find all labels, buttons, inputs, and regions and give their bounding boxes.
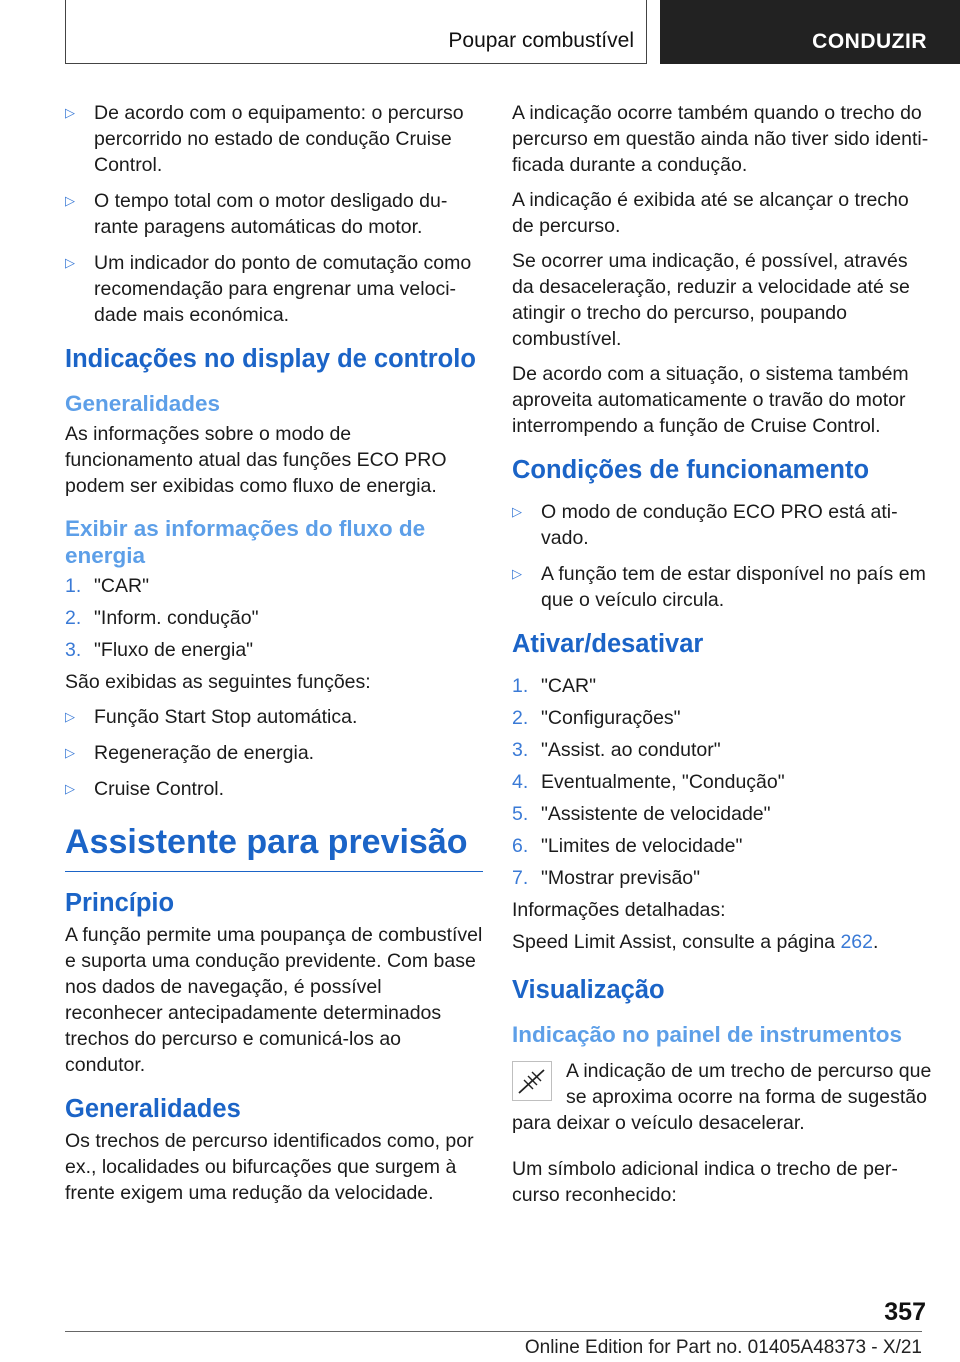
heading-generalidades: Generalidades — [65, 391, 221, 416]
paragraph: São exibidas as seguintes funções: — [65, 671, 371, 693]
paragraph: Se ocorrer uma indicação, é possível, através da desaceleração, reduzir a velocidade até se atingir o trecho do percurso, poupando combustível. — [512, 250, 910, 350]
step-item: 1. "CAR" — [65, 575, 150, 597]
heading-fluxo: Exibir as informações do fluxo de energia — [65, 516, 426, 568]
left-column — [65, 100, 483, 1215]
heading-visualizacao: Visualização — [512, 976, 665, 1004]
step-item: 2. "Configurações" — [512, 707, 681, 729]
triangle-bullet-icon: ▷ — [65, 255, 75, 270]
heading-ativar: Ativar/desativar — [512, 630, 704, 658]
paragraph: De acordo com a situação, o sistema também aproveita automaticamente o travão do motor interrompendo a função de Cruise Control. — [512, 363, 909, 437]
list-item: ▷ Função Start Stop automática. — [65, 706, 358, 728]
list-item: ▷ Regeneração de energia. — [65, 742, 315, 764]
heading-condicoes: Condições de funcionamento — [512, 456, 870, 484]
triangle-bullet-icon: ▷ — [512, 504, 522, 519]
step-item: 4. Eventualmente, "Condução" — [512, 771, 785, 793]
list-item: ▷ O modo de condução ECO PRO está ativado. — [512, 501, 898, 549]
paragraph: A indicação é exibida até se alcançar o trecho de percurso. — [512, 189, 909, 237]
header-chapter-title: CONDUZIR — [812, 30, 927, 53]
triangle-bullet-icon: ▷ — [65, 745, 75, 760]
paragraph: A indicação ocorre também quando o trecho do percurso em questão ainda não tiver sido identificada durante a condução. — [512, 102, 929, 176]
header-section-title: Poupar combustível — [448, 29, 634, 52]
header-chapter-tab — [660, 0, 960, 64]
heading-indicacao: Indicação no painel de instrumentos — [512, 1022, 903, 1047]
paragraph: Os trechos de percurso identificados como, por ex., localidades ou bifurcações que surgem à frente exigem uma redução da velocidade. — [65, 1130, 474, 1204]
indicacao-block — [512, 1058, 932, 1136]
footer-edition: Online Edition for Part no. 01405A48373 - X/21 — [524, 1337, 922, 1358]
paragraph: As informações sobre o modo de funcionamento atual das funções ECO PRO podem ser exibidas como fluxo de energia. — [65, 423, 447, 497]
paragraph: A indicação de um trecho de percurso que se aproxima ocorre na forma de sugestão para deixar o veículo desacelerar. — [512, 1060, 932, 1134]
step-item: 3. "Assist. ao condutor" — [512, 739, 721, 761]
triangle-bullet-icon: ▷ — [512, 566, 522, 581]
step-item: 3. "Fluxo de energia" — [65, 639, 254, 661]
heading-display: Indicações no display de controlo — [65, 345, 476, 373]
step-item: 2. "Inform. condução" — [65, 607, 259, 629]
paragraph: A função permite uma poupança de combustível e suporta uma condução previdente. Com base nos dados de navegação, é possível reconhecer antecipadamente determinados trechos do percurso e comunicá-los ao condutor. — [65, 924, 483, 1076]
step-item: 5. "Assistente de velocidade" — [512, 803, 771, 825]
footer-divider — [65, 1331, 922, 1332]
triangle-bullet-icon: ▷ — [65, 105, 75, 120]
heading-generalidades-2: Generalidades — [65, 1095, 241, 1123]
header-section-tab — [65, 0, 647, 64]
list-item: ▷ Um indicador do ponto de comutação como recomendação para engrenar uma velocidade mais económica. — [65, 252, 472, 326]
triangle-bullet-icon: ▷ — [65, 781, 75, 796]
triangle-bullet-icon: ▷ — [65, 709, 75, 724]
step-item: 6. "Limites de velocidade" — [512, 835, 743, 857]
step-item: 7. "Mostrar previsão" — [512, 867, 701, 889]
paragraph: Um símbolo adicional indica o trecho de percurso reconhecido: — [512, 1158, 898, 1206]
right-column — [512, 100, 932, 1217]
list-item: ▷ O tempo total com o motor desligado durante paragens automáticas do motor. — [65, 190, 448, 238]
heading-assistente: Assistente para previsão — [65, 822, 483, 872]
heading-principio: Princípio — [65, 889, 175, 917]
triangle-bullet-icon: ▷ — [65, 193, 75, 208]
road-section-icon — [512, 1061, 552, 1101]
step-item: 1. "CAR" — [512, 675, 597, 697]
list-item: ▷ Cruise Control. — [65, 778, 225, 800]
list-item: ▷ A função tem de estar disponível no país em que o veículo circula. — [512, 563, 926, 611]
page-number: 357 — [884, 1298, 926, 1326]
paragraph: Informações detalhadas: — [512, 899, 726, 921]
paragraph-speed-limit: Speed Limit Assist, consulte a página 262. — [512, 931, 879, 953]
page-link[interactable]: 262 — [840, 931, 873, 953]
list-item: ▷ De acordo com o equipamento: o percurso percorrido no estado de condução Cruise Control. — [65, 102, 464, 176]
